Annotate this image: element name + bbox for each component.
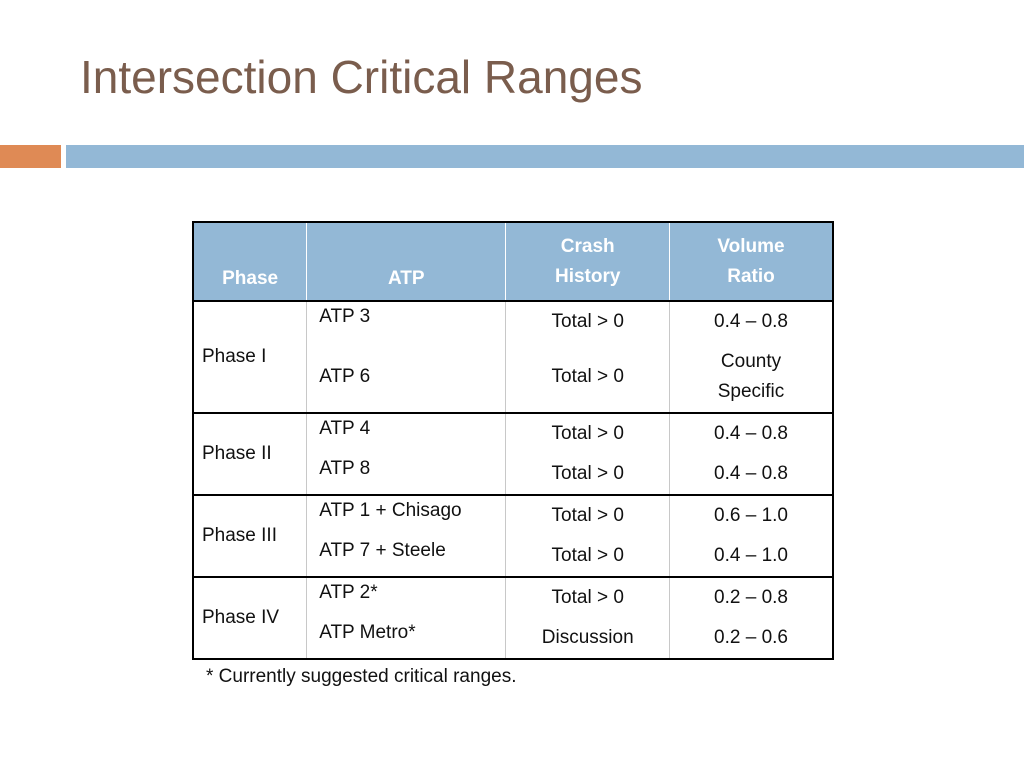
table-row xyxy=(193,301,833,341)
volume-cell: 0.2 – 0.8 xyxy=(670,577,833,618)
table-row xyxy=(193,413,833,454)
volume-cell: 0.4 – 0.8 xyxy=(670,301,833,341)
atp-cell: ATP 2* xyxy=(307,577,506,618)
table-row xyxy=(193,495,833,536)
atp-cell: ATP 4 xyxy=(307,413,506,454)
crash-cell: Total > 0 xyxy=(506,454,670,495)
header-volume-line2: Ratio xyxy=(727,265,775,287)
crash-cell: Total > 0 xyxy=(506,301,670,341)
volume-cell: 0.2 – 0.6 xyxy=(714,627,788,648)
header-volume-ratio xyxy=(670,222,833,301)
volume-line1: County xyxy=(720,350,782,372)
volume-cell xyxy=(670,341,833,413)
atp-cell: ATP Metro* xyxy=(307,618,506,659)
header-crash-history xyxy=(506,222,670,301)
header-phase: Phase xyxy=(193,222,307,301)
footnote: * Currently suggested critical ranges. xyxy=(206,666,517,687)
accent-bar-orange xyxy=(0,145,61,168)
header-crash-line1: Crash xyxy=(560,235,615,257)
phase-cell: Phase III xyxy=(193,495,307,577)
phase-cell: Phase I xyxy=(193,301,307,413)
atp-cell: ATP 7 + Steele xyxy=(307,536,506,577)
atp-cell: ATP 8 xyxy=(307,454,506,495)
crash-cell: Total > 0 xyxy=(506,495,670,536)
volume-cell: 0.6 – 1.0 xyxy=(670,495,833,536)
table-row xyxy=(193,577,833,618)
table-header-row xyxy=(193,222,833,301)
volume-cell: 0.4 – 0.8 xyxy=(670,413,833,454)
accent-bar-blue xyxy=(66,145,1024,168)
critical-ranges-table xyxy=(192,221,834,660)
volume-cell: 0.4 – 0.8 xyxy=(714,463,788,484)
volume-cell: 0.4 – 1.0 xyxy=(714,545,788,566)
volume-line2: Specific xyxy=(717,380,785,402)
slide-title: Intersection Critical Ranges xyxy=(80,51,643,103)
phase-cell: Phase II xyxy=(193,413,307,495)
crash-cell: Discussion xyxy=(506,618,670,659)
atp-cell: ATP 3 xyxy=(307,301,506,341)
crash-cell: Total > 0 xyxy=(506,413,670,454)
header-volume-line1: Volume xyxy=(717,235,785,257)
atp-cell: ATP 1 + Chisago xyxy=(307,495,506,536)
crash-cell: Total > 0 xyxy=(506,536,670,577)
header-crash-line2: History xyxy=(554,265,621,287)
atp-cell: ATP 6 xyxy=(307,341,506,413)
crash-cell: Total > 0 xyxy=(506,341,670,413)
crash-cell: Total > 0 xyxy=(506,577,670,618)
phase-cell: Phase IV xyxy=(193,577,307,659)
header-atp: ATP xyxy=(307,222,506,301)
